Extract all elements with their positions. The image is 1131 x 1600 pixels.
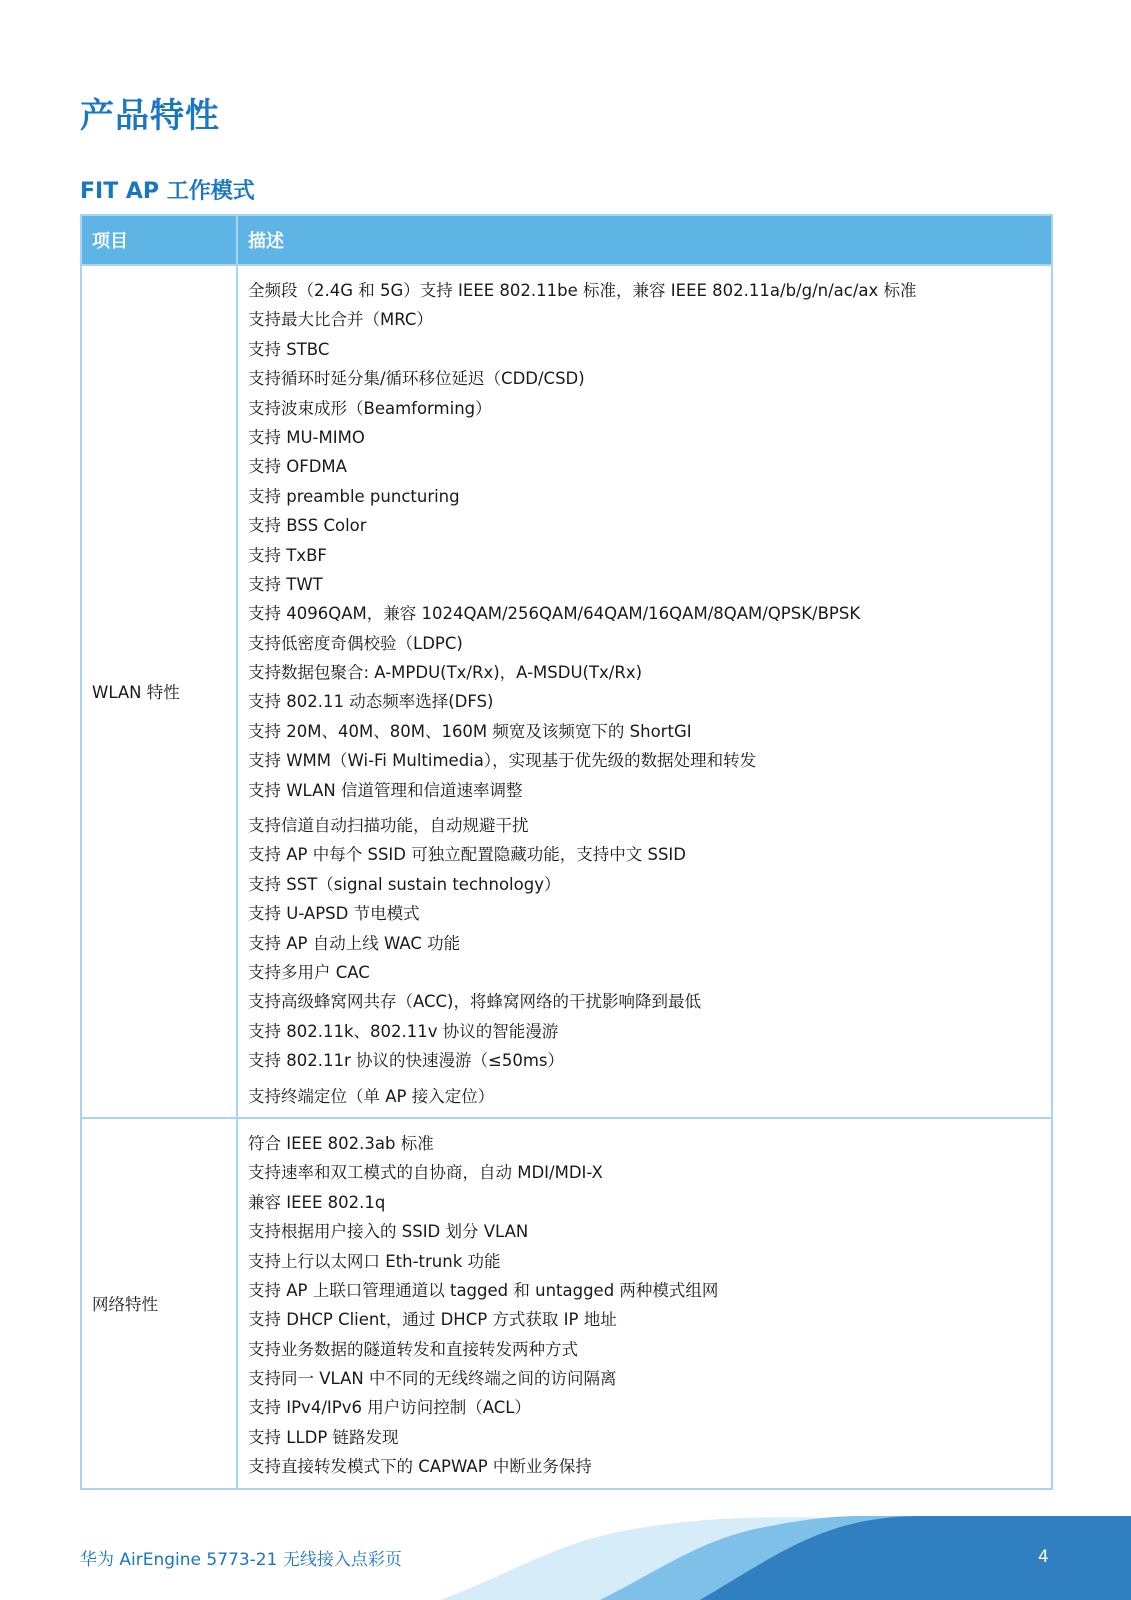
feature-line: 支持 OFDMA (248, 457, 347, 477)
feature-line: 支持直接转发模式下的 CAPWAP 中断业务保持 (248, 1457, 592, 1477)
row-item-label: 网络特性 (81, 1118, 237, 1489)
feature-line: 支持 MU-MIMO (248, 427, 365, 447)
row-description (237, 265, 1052, 1118)
feature-line: 全频段（2.4G 和 5G）支持 IEEE 802.11be 标准，兼容 IEEE 802.11a/b/g/n/ac/ax 标准 (248, 281, 917, 300)
table-row-wlan (81, 265, 1052, 1118)
footer-document-title: 华为 AirEngine 5773-21 无线接入点彩页 (80, 1550, 402, 1570)
feature-line: 兼容 IEEE 802.1q (248, 1192, 386, 1212)
feature-line: 支持 TWT (248, 574, 323, 594)
feature-line: 支持 BSS Color (248, 516, 367, 536)
feature-line: 支持循环时延分集/循环移位延迟（CDD/CSD) (248, 369, 585, 389)
feature-line: 符合 IEEE 802.3ab 标准 (248, 1133, 434, 1153)
row-item-label: WLAN 特性 (81, 265, 237, 1118)
feature-table (80, 214, 1053, 1490)
feature-line: 支持 20M、40M、80M、160M 频宽及该频宽下的 ShortGI (248, 721, 692, 741)
feature-line: 支持 SST（signal sustain technology） (248, 874, 561, 894)
feature-line: 支持 4096QAM，兼容 1024QAM/256QAM/64QAM/16QAM/8QAM/QPSK/BPSK (248, 604, 861, 624)
feature-line: 支持 AP 上联口管理通道以 tagged 和 untagged 两种模式组网 (248, 1280, 719, 1300)
feature-line: 支持 802.11k、802.11v 协议的智能漫游 (248, 1021, 559, 1041)
feature-line: 支持终端定位（单 AP 接入定位） (248, 1086, 495, 1106)
feature-line: 支持高级蜂窝网共存（ACC)，将蜂窝网络的干扰影响降到最低 (248, 992, 701, 1012)
table-row-network (81, 1118, 1052, 1489)
row-description (237, 1118, 1052, 1489)
feature-line: 支持根据用户接入的 SSID 划分 VLAN (248, 1222, 529, 1242)
feature-line: 支持 IPv4/IPv6 用户访问控制（ACL） (248, 1398, 531, 1418)
feature-line: 支持信道自动扫描功能，自动规避干扰 (248, 816, 529, 836)
feature-line: 支持低密度奇偶校验（LDPC) (248, 633, 463, 653)
feature-line: 支持同一 VLAN 中不同的无线终端之间的访问隔离 (248, 1369, 617, 1389)
feature-line: 支持最大比合并（MRC） (248, 310, 433, 330)
page-title: 产品特性 (80, 96, 220, 136)
feature-line: 支持上行以太网口 Eth-trunk 功能 (248, 1251, 501, 1271)
feature-line: 支持 DHCP Client，通过 DHCP 方式获取 IP 地址 (248, 1310, 617, 1330)
table-header-row (81, 215, 1052, 265)
column-header-item: 项目 (81, 215, 237, 265)
feature-line: 支持 preamble puncturing (248, 486, 460, 506)
feature-line: 支持 WMM（Wi-Fi Multimedia），实现基于优先级的数据处理和转发 (248, 751, 757, 771)
section-title: FIT AP 工作模式 (80, 179, 255, 204)
feature-line: 支持 802.11 动态频率选择(DFS) (248, 692, 494, 712)
feature-line: 支持业务数据的隧道转发和直接转发两种方式 (248, 1339, 578, 1359)
feature-line: 支持多用户 CAC (248, 962, 370, 982)
feature-line: 支持 WLAN 信道管理和信道速率调整 (248, 780, 523, 800)
feature-line: 支持速率和双工模式的自协商，自动 MDI/MDI-X (248, 1163, 603, 1183)
feature-line: 支持 STBC (248, 339, 330, 359)
feature-line: 支持 AP 中每个 SSID 可独立配置隐藏功能，支持中文 SSID (248, 845, 686, 865)
feature-line: 支持 TxBF (248, 545, 327, 565)
column-header-description: 描述 (237, 215, 1052, 265)
feature-line: 支持 U-APSD 节电模式 (248, 904, 420, 924)
feature-line: 支持 802.11r 协议的快速漫游（≤50ms） (248, 1051, 564, 1071)
feature-line: 支持 AP 自动上线 WAC 功能 (248, 933, 461, 953)
page-number: 4 (1038, 1547, 1049, 1567)
feature-line: 支持数据包聚合: A-MPDU(Tx/Rx)，A-MSDU(Tx/Rx) (248, 663, 643, 683)
feature-line: 支持波束成形（Beamforming） (248, 398, 492, 418)
feature-line: 支持 LLDP 链路发现 (248, 1427, 399, 1447)
